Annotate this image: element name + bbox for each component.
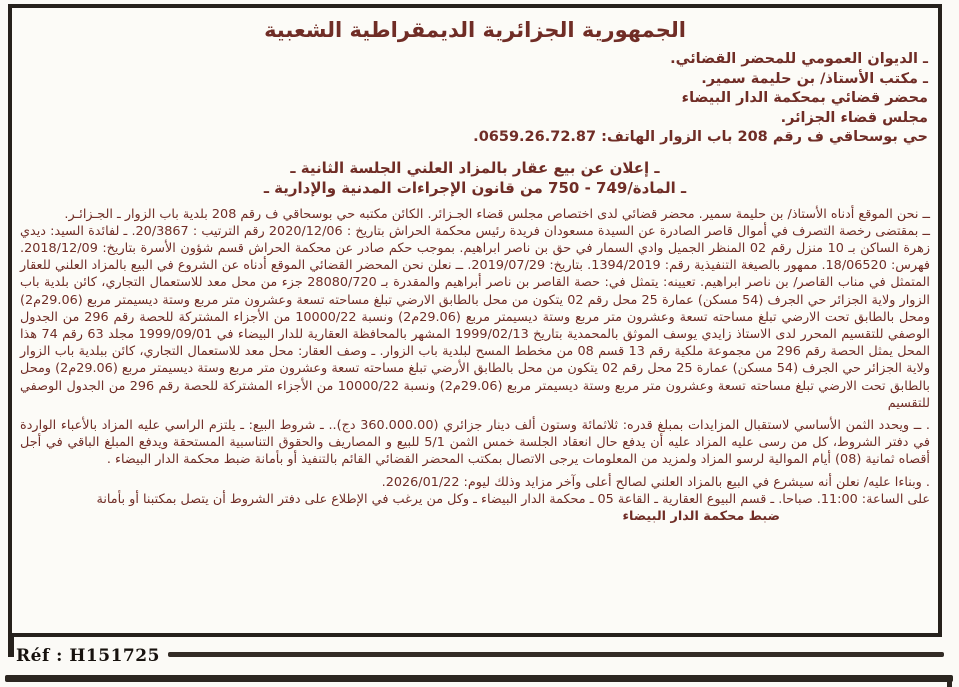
- notice-frame: [8, 4, 942, 637]
- bailiff-office-header: [12, 42, 938, 148]
- reference-number: Réf : H151725: [16, 646, 160, 666]
- office-header-line-address-phone: حي بوسحاقي ف رقم 208 باب الزوار الهاتف: 0659.26.72.87.: [473, 129, 928, 145]
- notice-body: [12, 198, 938, 526]
- paragraph-closing-court-registry: ضبط محكمة الدار البيضاء: [622, 508, 780, 524]
- paragraph-bailiff-intro: ــ نحن الموقع أدناه الأستاذ/ بن حليمة سمير. محضر قضائي لدى اختصاص مجلس قضاء الجـزائر. الكائن مكتبه حي بوسحاقي ف رقم 208 بلدية باب الزوار ـ الجـزائـر.: [64, 206, 930, 222]
- announcement-title: [12, 158, 938, 198]
- office-header-line-bailiff-court: محضر قضائي بمحكمة الدار البيضاء: [681, 90, 928, 106]
- announcement-title-line1: ـ إعلان عن بيع عقار بالمزاد العلني الجلسة الثانية ـ: [290, 158, 660, 177]
- office-header-line-office-name: ـ مكتب الأستاذ/ بن حليمة سمير.: [701, 70, 928, 87]
- paragraph-auction-time-location: على الساعة: 11:00. صباحا. ـ قسم البيوع العقارية ـ القاعة 05 ـ محكمة الدار البيضاء ـ وكل من يرغب في الإطلاع على دفتر الشروط أن يتصل بمكتبنا أو بأمانة: [96, 491, 930, 507]
- paragraph-auction-date: . وبناءا عليه/ نعلن أنه سيشرع في البيع بالمزاد العلني لصالح أعلى وآخر مزايد وذلك ليوم: 2026/01/22.: [381, 474, 930, 490]
- paragraph-property-description: ــ بمقتضى رخصة التصرف في أموال قاصر الصادرة عن السيدة مسعودان فريدة رئيس محكمة الحراش بتاريخ : 2020/12/06 رقم الترتيب : 20/3867. ـ لفائدة السيد: ديدي زهرة الساكن بـ 10 منزل رقم 02 المنظر الجميل وادي السمار في حق بن ناصر ابراهيم. بموجب حكم صادر عن محكمة الحراش قسم شؤون الأسرة بتاريخ: 2018/12/09. فهرس: 18/06520. ممهور بالصيغة التنفيذية رقم: 1394/2019. بتاريخ: 2019/07/29. ــ نعلن نحن المحضر القضائي الموقع أدناه عن الشروع في البيع بالمزاد العلني للعقار المتمثل في مناب القاصر/ بن ناصر ابراهيم. تعيينه: يتمثل في: حصة القاصر بن ناصر أبراهيم والمقدرة بـ 28080/720 جزء من محل معد للاستعمال التجاري، كائن بلدية باب الزوار ولاية الجزائر حي الجرف (54 مسكن) عمارة 25 محل رقم 02 يتكون من محل بالطابق الارضي تبلغ مساحته تسعة وعشرون متر مربع وستة ديسيمتر مربع (29.06م2) ومحل بالطابق تحت الارضي تبلغ مساحته تسعة وعشرون متر مربع وستة ديسيمتر مربع (29.06م2) ونسبة 10000/22 من الأجزاء المشتركة للحصة رقم 296 من الجدول الوصفي للتقسيم المحرر لدى الاستاذ زايدي يوسف الموثق بالمحمدية بتاريخ 1999/02/13 المشهر بالمحافظة العقارية للدار البيضاء في 1999/09/01 مجلد 63 رقم 74 هذا المحل يمثل الحصة رقم 296 من مجموعة ملكية رقم 13 قسم 08 من مخطط المسح لبلدية باب الزوار. ـ وصف العقار: محل معد للاستعمال التجاري، كائن ببلدية باب الزوار ولاية الجزائر حي الجرف (54 مسكن) عمارة 25 محل رقم 02 يتكون من محل بالطابق الأرضي تبلغ مساحته تسعة وعشرون متر مربع وستة ديسيمتر مربع (29.06م2) ومحل بالطابق تحت الارضي تبلغ مساحته تسعة وعشرون متر مربع وستة ديسيمتر مربع (29.06م2) ونسبة 10000/22 من الأجزاء المشتركة للحصة رقم 296 من الجدول الوصفي للتقسيم: [20, 223, 931, 411]
- next-notice-top-border: [5, 675, 953, 682]
- office-header-line-public-office: ـ الديوان العمومي للمحضر القضائي.: [670, 51, 928, 67]
- republic-title: الجمهورية الجزائرية الديمقراطية الشعبية: [264, 18, 686, 42]
- announcement-title-line2: ـ المادة/749 - 750 من قانون الإجراءات المدنية والإدارية ـ: [263, 178, 687, 197]
- next-notice-border-tick: [947, 680, 952, 687]
- border-corner-stub: [8, 633, 14, 657]
- reference-divider-rule: [168, 652, 944, 657]
- office-header-line-council: مجلس قضاء الجزائر.: [780, 109, 928, 126]
- paragraph-price-and-conditions: . ــ ويحدد الثمن الأساسي لاستقبال المزايدات بمبلغ قدره: ثلاثمائة وستون ألف دينار جزائري (360.000.00 دج).. ـ شروط البيع: ـ يلتزم الراسي عليه المزاد بالأعباء الواردة في دفتر الشروط، كل من رسى عليه المزاد عليه أن يدفع حال انعقاد الجلسة خمس الثمن 5/1 للبيع و المصاريف والحقوق التناسبية المستحقة ويدفع المبلغ الباقي في أجل أقصاه ثمانية (08) أيام الموالية لرسو المزاد ولمزيد من المعلومات يرجى الاتصال بمكتب المحضر القضائي القائم بالتنفيذ أو بأمانة ضبط محكمة الدار البيضاء .: [20, 417, 930, 468]
